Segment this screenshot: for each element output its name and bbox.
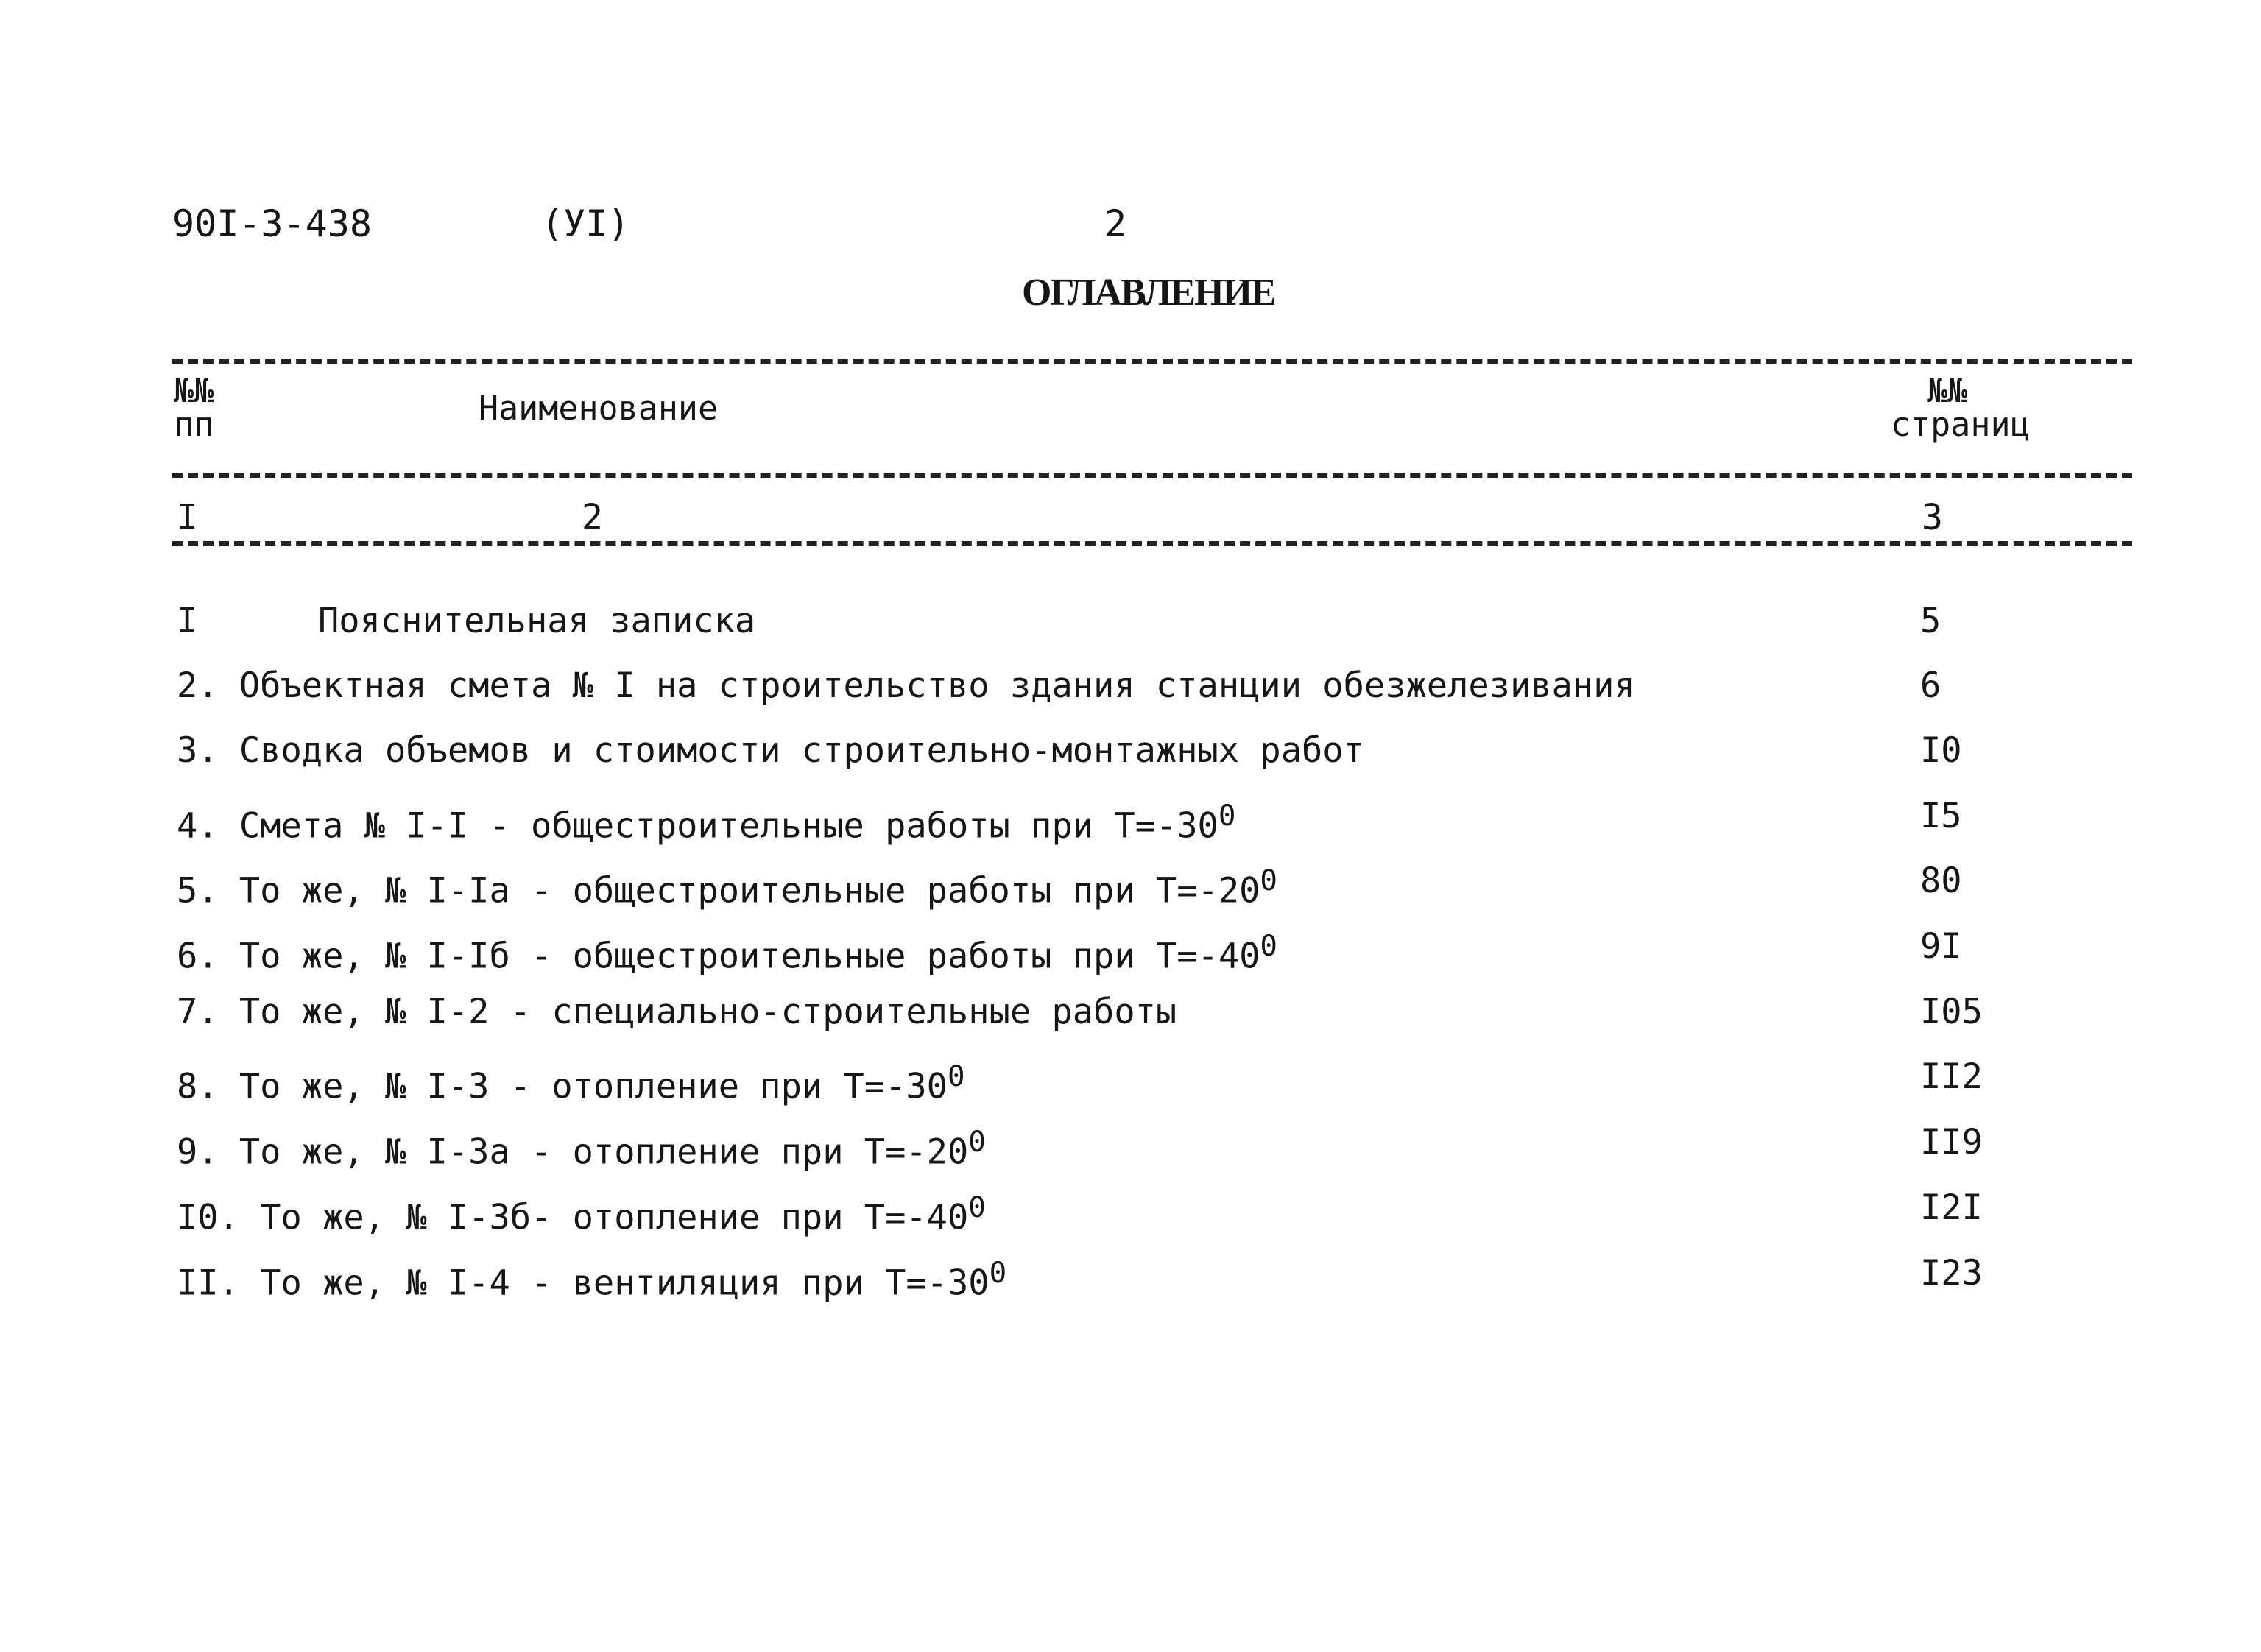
toc-item bbox=[177, 1247, 2165, 1304]
toc-item-text bbox=[177, 855, 1277, 918]
column-number-1: I bbox=[177, 497, 198, 538]
toc-item-text: 7. То же, № I-2 - специально-строительные работы bbox=[177, 992, 1177, 1032]
toc-item-page: 5 bbox=[1920, 601, 1941, 641]
page-number: 2 bbox=[1104, 202, 1127, 245]
toc-item-text-main: 6. То же, № I-Iб - общестроительные работы при Т=-40 bbox=[177, 936, 1260, 977]
toc-item bbox=[177, 660, 2165, 713]
toc-item-page: 80 bbox=[1920, 861, 1962, 901]
toc-item-text-main: 8. То же, № I-3 - отопление при Т=-30 bbox=[177, 1066, 948, 1107]
toc-item-page: I23 bbox=[1920, 1253, 1983, 1293]
column-number-2: 2 bbox=[582, 497, 603, 538]
toc-item-text bbox=[177, 1182, 986, 1245]
degree-superscript: 0 bbox=[947, 1060, 965, 1093]
toc-item bbox=[177, 790, 2165, 847]
toc-title: ОГЛАВЛЕНИЕ bbox=[1022, 272, 1275, 314]
toc-item-text-main: I0. То же, № I-3б- отопление при Т=-40 bbox=[177, 1197, 969, 1238]
toc-item-page: II2 bbox=[1920, 1056, 1983, 1097]
toc-item-number: I bbox=[177, 601, 198, 641]
toc-item bbox=[177, 1116, 2165, 1173]
toc-item-page: 6 bbox=[1920, 666, 1941, 706]
toc-item-page: I5 bbox=[1920, 796, 1962, 836]
toc-item bbox=[177, 855, 2165, 911]
degree-superscript: 0 bbox=[968, 1191, 986, 1224]
toc-item-text: 3. Сводка объемов и стоимости строительно-монтажных работ bbox=[177, 730, 1364, 771]
column-header-number bbox=[174, 371, 214, 444]
degree-superscript: 0 bbox=[989, 1257, 1007, 1290]
dashed-rule-middle bbox=[172, 473, 2132, 478]
toc-item-text: Пояснительная записка bbox=[318, 601, 756, 641]
toc-item-text: 2. Объектная смета № I на строительство здания станции обезжелезивания bbox=[177, 666, 1635, 706]
toc-item-page: I0 bbox=[1920, 730, 1962, 771]
toc-item-text bbox=[177, 1247, 1006, 1310]
column-header-number-line1: №№ bbox=[174, 371, 214, 410]
toc-item-page: II9 bbox=[1920, 1122, 1983, 1162]
toc-item-text bbox=[177, 790, 1235, 853]
toc-item-page: 9I bbox=[1920, 926, 1962, 967]
dashed-rule-bottom bbox=[172, 541, 2132, 546]
toc-item bbox=[177, 986, 2165, 1039]
dashed-rule-top bbox=[172, 359, 2132, 364]
toc-item-text bbox=[177, 920, 1277, 984]
toc-item-page: I2I bbox=[1920, 1187, 1983, 1228]
toc-item-text bbox=[177, 1051, 965, 1114]
toc-item bbox=[177, 1182, 2165, 1238]
toc-item bbox=[177, 1051, 2165, 1107]
degree-superscript: 0 bbox=[1260, 930, 1277, 963]
toc-item-text-main: 5. То же, № I-Iа - общестроительные работы при Т=-20 bbox=[177, 870, 1260, 911]
toc-item bbox=[177, 595, 2165, 648]
degree-superscript: 0 bbox=[1260, 864, 1277, 897]
toc-item-text-main: II. То же, № I-4 - вентиляция при Т=-30 bbox=[177, 1263, 990, 1304]
toc-item bbox=[177, 724, 2165, 777]
column-header-pages-line1: №№ bbox=[1927, 371, 1968, 410]
toc-item-text bbox=[177, 1116, 986, 1179]
document-code: 90I-3-438 bbox=[172, 202, 372, 245]
column-header-name: Наименование bbox=[479, 389, 719, 428]
degree-superscript: 0 bbox=[968, 1126, 986, 1159]
toc-item-text-main: 4. Смета № I-I - общестроительные работы при Т=-30 bbox=[177, 805, 1218, 847]
document-variant: (УI) bbox=[541, 202, 630, 245]
toc-item-text-main: 9. То же, № I-3а - отопление при Т=-20 bbox=[177, 1132, 969, 1173]
column-number-3: 3 bbox=[1922, 497, 1943, 538]
toc-item-page: I05 bbox=[1920, 992, 1983, 1032]
column-header-pages bbox=[1891, 371, 2031, 444]
column-header-pages-line2: страниц bbox=[1891, 405, 2031, 444]
column-header-number-line2: пп bbox=[174, 405, 214, 444]
toc-item bbox=[177, 920, 2165, 977]
degree-superscript: 0 bbox=[1218, 799, 1236, 833]
